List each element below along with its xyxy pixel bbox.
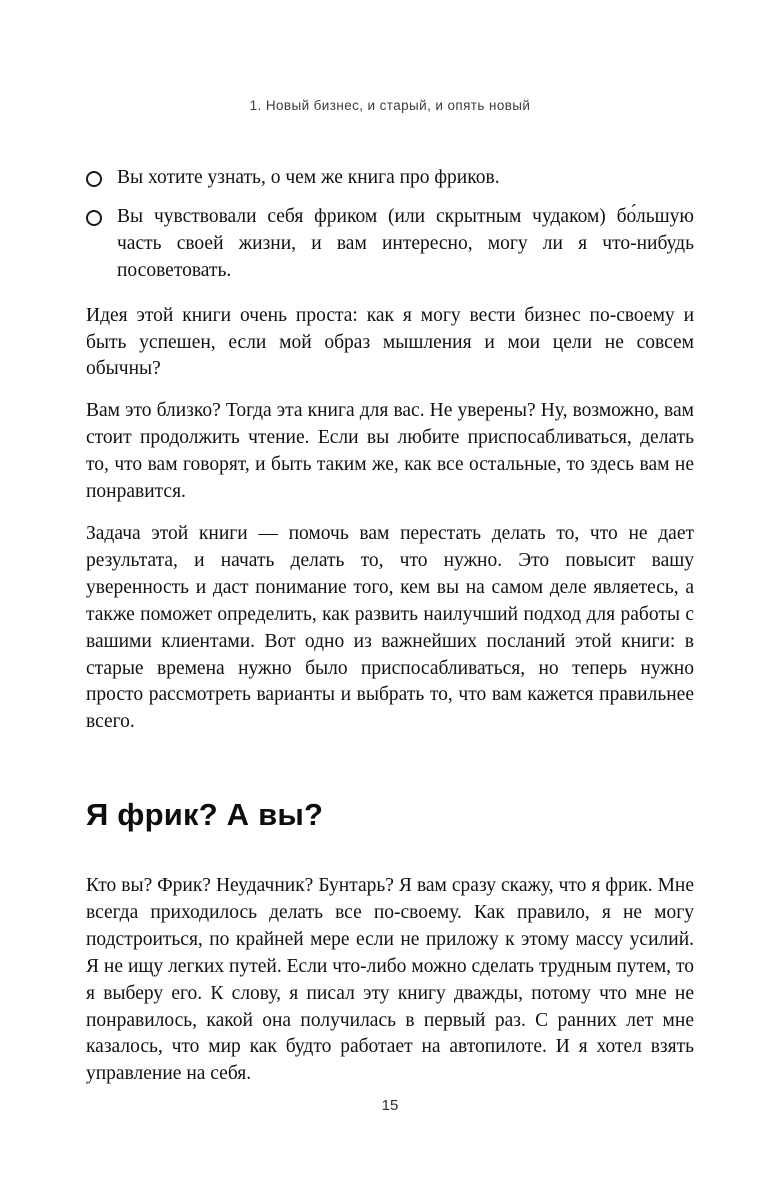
circle-bullet-icon [86, 171, 102, 187]
page-content [86, 165, 694, 1088]
paragraph: Вам это близко? Тогда эта книга для вас. Не уверены? Ну, возможно, вам стоит продолжить чтение. Если вы любите приспосабливаться, делать то, что вам говорят, и быть таким же, как все остальные, то здесь вам не понравится. [86, 400, 694, 503]
section-heading: Я фрик? А вы? [86, 797, 324, 833]
bullet-text: Вы чувствовали себя фриком (или скрытным чудаком) бо́льшую часть своей жизни, и вам интересно, могу ли я что-нибудь посоветовать. [117, 205, 694, 281]
paragraph: Идея этой книги очень проста: как я могу вести бизнес по-своему и быть успешен, если мой образ мышления и мои цели не совсем обычны? [86, 304, 694, 380]
running-head: 1. Новый бизнес, и старый, и опять новый [249, 98, 531, 113]
bullet-list [86, 165, 694, 285]
page-number: 15 [381, 1097, 399, 1114]
bullet-text: Вы хотите узнать, о чем же книга про фриков. [117, 167, 500, 188]
list-item [86, 204, 694, 285]
circle-bullet-icon [86, 210, 102, 226]
paragraph: Задача этой книги — помочь вам перестать делать то, что не дает результата, и начать делать то, что нужно. Это повысит вашу уверенность и даст понимание того, кем вы на самом деле являетесь, а также поможет определить, как развить наилучший подход для работы с вашими клиентами. Вот одно из важнейших посланий этой книги: в старые времена нужно было приспосабливаться, но теперь нужно просто рассмотреть варианты и выбрать то, что вам кажется правильнее всего. [86, 522, 694, 733]
paragraph: Кто вы? Фрик? Неудачник? Бунтарь? Я вам сразу скажу, что я фрик. Мне всегда приходилось делать все по-своему. Как правило, я не могу подстроиться, по крайней мере если не приложу к этому массу усилий. Я не ищу легких путей. Если что-либо можно сделать трудным путем, то я выберу его. К слову, я писал эту книгу дважды, потому что мне не понравилось, какой она получилась в первый раз. С ранних лет мне казалось, что мир как будто работает на автопилоте. И я хотел взять управление на себя. [86, 874, 694, 1085]
list-item [86, 165, 694, 192]
